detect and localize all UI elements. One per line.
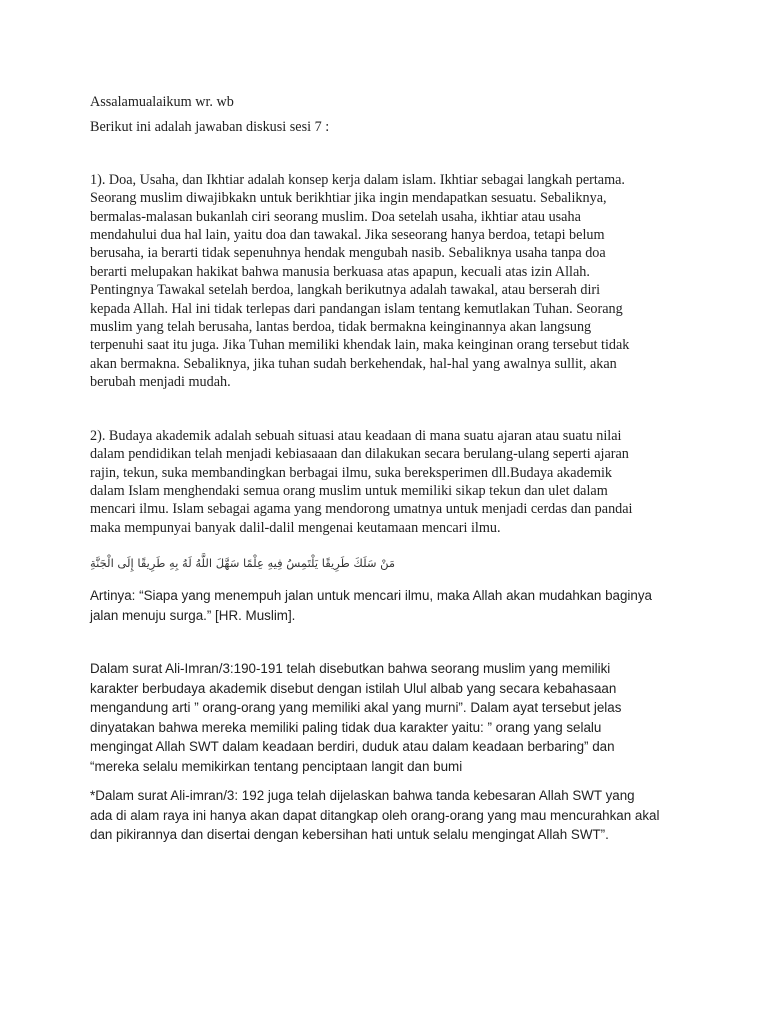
answer-paragraph-1: 1). Doa, Usaha, dan Ikhtiar adalah konsep kerja dalam islam. Ikhtiar sebagai langkah pertama. Seorang muslim diwajibkakn untuk berikhtiar jika ingin mendapatkan sesuatu. Sebaliknya, bermalas-malasan bukanlah ciri seorang muslim. Doa setelah usaha, ikhtiar atau usaha mendahului dua hal lain, yaitu doa dan tawakal. Jika seseorang hanya berdoa, tetapi belum berusaha, ia berarti tidak sepenuhnya hendak mengubah nasib. Sebaliknya usaha tanpa doa berarti melupakan hakikat bahwa manusia berkuasa atas apapun, kecuali atas izin Allah. Pentingnya Tawakal setelah berdoa, langkah berikutnya adalah tawakal, atau berserah diri kepada Allah. Hal ini tidak terlepas dari pandangan islam tentang kemutlakan Tuhan. Seorang muslim yang telah berusaha, lantas berdoa, tidak bermakna keinginannya akan langsung terpenuhi saat itu juga. Jika Tuhan memiliki khendak lain, maka keinginan orang tersebut tidak akan bermakna. Sebaliknya, jika tuhan sudah berkehendak, hal-hal yang awalnya sullit, akan berubah menjadi mudah. <box>90 171 630 391</box>
answer-paragraph-2: 2). Budaya akademik adalah sebuah situasi atau keadaan di mana suatu ajaran atau suatu nilai dalam pendidikan telah menjadi kebiasaaan dan dilakukan secara berulang-ulang seperti ajaran rajin, tekun, suka membandingkan berbagai ilmu, suka bereksperimen dll.Budaya akademik dalam Islam menghendaki semua orang muslim untuk memiliki sikap tekun dan ulet dalam mencari ilmu. Islam sebagai agama yang mendorong umatnya untuk menjadi cerdas dan pandai maka mempunyai banyak dalil-dalil mengenai keutamaan mencari ilmu. <box>90 427 633 536</box>
greeting-line: Assalamualaikum wr. wb <box>90 94 234 110</box>
intro-line: Berikut ini adalah jawaban diskusi sesi 7 : <box>90 119 330 136</box>
ali-imran-paragraph: Dalam surat Ali-Imran/3:190-191 telah disebutkan bahwa seorang muslim yang memiliki karakter berbudaya akademik disebut dengan istilah Ulul albab yang secara kebahasaan mengandung arti ” orang-orang yang memiliki akal yang murni”. Dalam ayat tersebut jelas dinyatakan bahwa mereka memiliki paling tidak dua karakter yaitu: ” orang yang selalu mengingat Allah SWT dalam keadaan berdiri, duduk atau dalam keadaan berbaring” dan “mereka selalu memikirkan tentang penciptaan langit dan bumi <box>90 661 622 774</box>
ali-imran-192-paragraph: *Dalam surat Ali-imran/3: 192 juga telah dijelaskan bahwa tanda kebesaran Allah SWT yang ada di alam raya ini hanya akan dapat ditangkap oleh orang-orang yang mau mencurahkan akal dan pikirannya dan disertai dengan kebersihan hati untuk selalu mengingat Allah SWT”. <box>90 788 660 843</box>
document-body <box>90 93 690 845</box>
hadith-arabic-text: مَنْ سَلَكَ طَرِيقًا يَلْتَمِسُ فِيهِ عِلْمًا سَهَّلَ اللَّهُ لَهُ بِهِ طَرِيقًا إِلَى الْجَنَّةِ <box>90 556 396 571</box>
hadith-translation: Artinya: “Siapa yang menempuh jalan untuk mencari ilmu, maka Allah akan mudahkan baginya jalan menuju surga.” [HR. Muslim]. <box>90 588 652 623</box>
